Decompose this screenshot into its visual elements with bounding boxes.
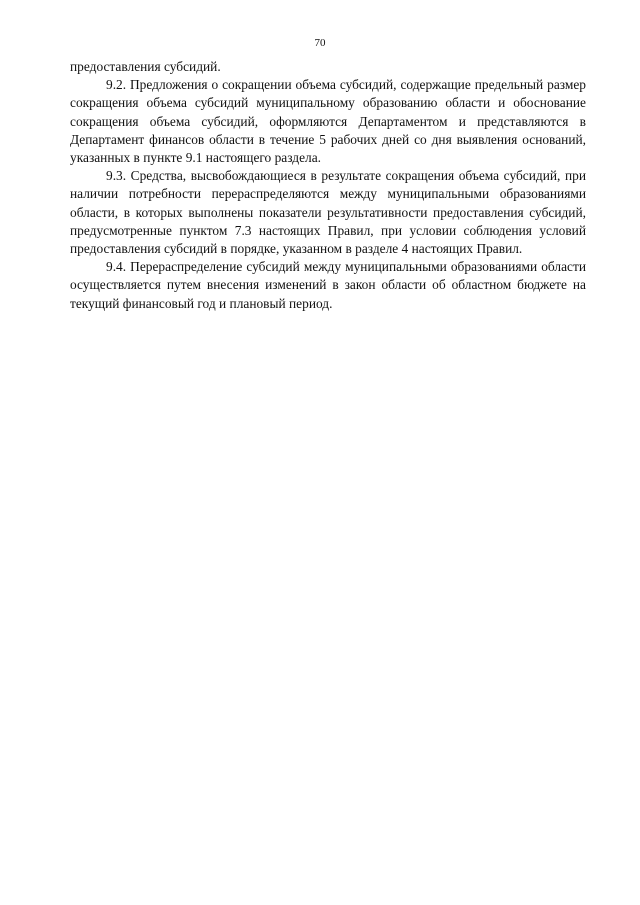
page-number: 70 — [314, 37, 326, 49]
document-body — [70, 58, 586, 313]
paragraph-9-3: 9.3. Средства, высвобождающиеся в результате сокращения объема субсидий, при наличии потребности перераспределяются между муниципальными образованиями области, в которых выполнены показатели результативности предоставления субсидий, предусмотренные пунктом 7.3 настоящих Правил, при условии соблюдения условий предоставления субсидий в порядке, указанном в разделе 4 настоящих Правил. — [70, 168, 586, 257]
paragraph-9-4: 9.4. Перераспределение субсидий между муниципальными образованиями области осуществляется путем внесения изменений в закон области об областном бюджете на текущий финансовый год и плановый период. — [70, 259, 586, 311]
paragraph-9-2: 9.2. Предложения о сокращении объема субсидий, содержащие предельный размер сокращения объема субсидий муниципальному образованию области и обоснование сокращения объема субсидий, оформляются Департаментом и представляются в Департамент финансов области в течение 5 рабочих дней со дня выявления оснований, указанных в пункте 9.1 настоящего раздела. — [70, 77, 586, 166]
paragraph-continuation: предоставления субсидий. — [70, 59, 221, 74]
